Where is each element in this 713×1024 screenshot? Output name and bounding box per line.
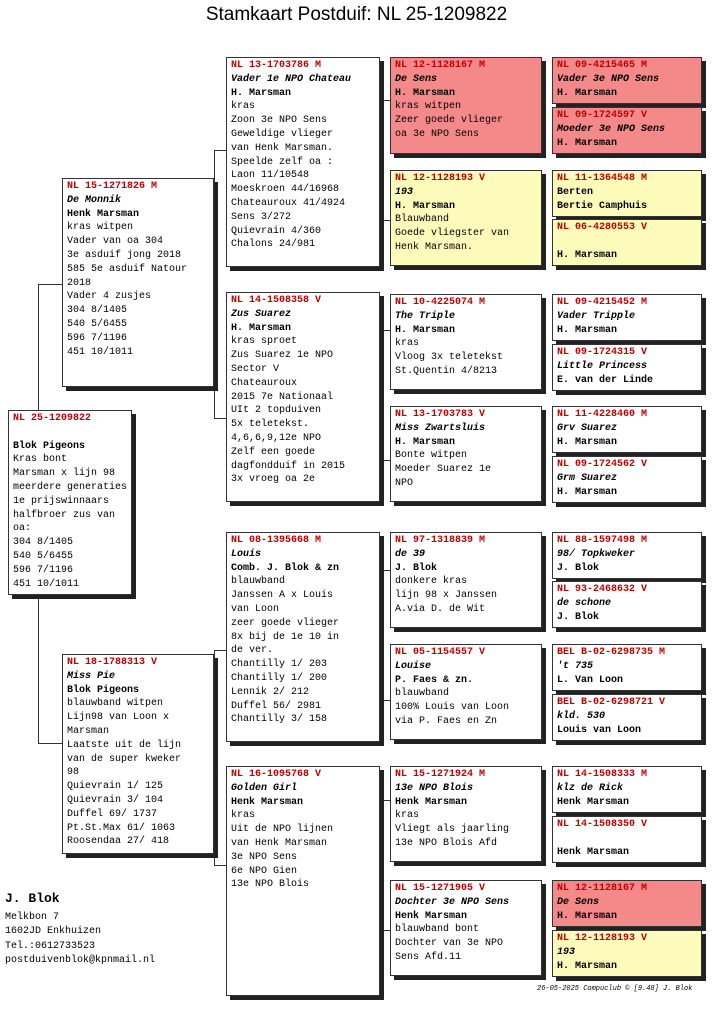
note: 100% Louis van Loon <box>395 702 510 714</box>
breeder: H. Marsman <box>557 137 618 149</box>
pigeon-name: Vader 3e NPO Sens <box>557 73 660 85</box>
ring-number: NL 14-1508350 V <box>557 819 648 830</box>
note: van Henk Marsman <box>231 837 328 849</box>
note: Chateauroux 41/4924 <box>231 197 346 209</box>
g5-card <box>552 406 702 453</box>
pigeon-name: 't 735 <box>557 660 594 672</box>
note: 5x teletekst. <box>231 419 310 431</box>
g5-card <box>552 532 702 579</box>
breeder: H. Marsman <box>231 322 292 334</box>
note: Janssen A x Louis <box>231 590 334 602</box>
ring-number: NL 12-1128167 M <box>395 60 486 71</box>
breeder: H. Marsman <box>557 910 618 922</box>
breeder: Henk Marsman <box>557 796 630 808</box>
note: Speelde zelf oa : <box>231 156 334 168</box>
note: 8x bij de 1e 10 in <box>231 631 340 643</box>
pigeon-name: Dochter 3e NPO Sens <box>395 896 510 908</box>
note: Sens 3/272 <box>231 211 292 223</box>
pigeon-name: Zus Suarez <box>231 308 292 320</box>
g5-card <box>552 170 702 217</box>
g5-card <box>552 57 702 104</box>
note: A.via D. de Wit <box>395 603 486 615</box>
breeder: J. Blok <box>395 562 438 574</box>
note: Quievrain 1/ 125 <box>67 781 164 793</box>
g5-card <box>552 294 702 341</box>
note: 3x vroeg oa 2e <box>231 474 316 486</box>
mother-card <box>62 654 214 854</box>
note: dagfondduif in 2015 <box>231 460 346 472</box>
note: Duffel 56/ 2981 <box>231 700 322 712</box>
pigeon-name: De Sens <box>395 73 438 85</box>
ggp-card-mmf <box>390 766 542 862</box>
note: Uit de NPO lijnen <box>231 824 334 836</box>
ring-number: NL 97-1318839 M <box>395 535 486 546</box>
note: oa: <box>13 523 32 535</box>
note: Zeer goede vlieger <box>395 115 504 127</box>
note: donkere kras <box>395 576 468 588</box>
note: Chantilly 1/ 200 <box>231 672 328 684</box>
note: 540 5/6455 <box>67 318 128 330</box>
note: kras <box>395 338 420 350</box>
pigeon-name: De Sens <box>557 896 600 908</box>
ring-number: NL 15-1271924 M <box>395 769 486 780</box>
ring-number: NL 09-1724562 V <box>557 459 648 470</box>
ring-number: NL 14-1508358 V <box>231 295 322 306</box>
note: 13e NPO Blois Afd <box>395 837 498 849</box>
pigeon-name: De Monnik <box>67 194 122 206</box>
pigeon-name: kld. 530 <box>557 710 606 722</box>
pigeon-name: 98/ Topkweker <box>557 548 636 560</box>
breeder: Henk Marsman <box>231 796 304 808</box>
owner-email: postduivenblok@kpnmail.nl <box>5 955 156 966</box>
note: 2018 <box>67 277 92 289</box>
note: Pt.St.Max 61/ 1063 <box>67 822 176 834</box>
ring-number: NL 12-1128167 M <box>557 883 648 894</box>
pigeon-name: 13e NPO Blois <box>395 782 474 794</box>
breeder: E. van der Linde <box>557 374 654 386</box>
grandfather-maternal-card <box>226 532 380 742</box>
breeder: Henk Marsman <box>67 208 140 220</box>
note: 1e prijswinnaars <box>13 495 110 507</box>
ring-number: NL 10-4225074 M <box>395 297 486 308</box>
pigeon-name <box>557 832 697 846</box>
pigeon-name: Little Princess <box>557 360 648 372</box>
breeder: Blok Pigeons <box>67 684 140 696</box>
note: halfbroer zus van <box>13 509 116 521</box>
g5-card <box>552 456 702 503</box>
note: van de super kweker <box>67 753 182 765</box>
note: kras <box>231 810 256 822</box>
breeder: H. Marsman <box>557 486 618 498</box>
ring-number: NL 08-1395668 M <box>231 535 322 546</box>
note: 596 7/1196 <box>13 564 74 576</box>
note: kras witpen <box>395 101 462 113</box>
ring-number: NL 13-1703786 M <box>231 60 322 71</box>
pigeon-name <box>557 235 697 249</box>
breeder: Blok Pigeons <box>13 440 86 452</box>
ring-number: NL 18-1788313 V <box>67 657 158 668</box>
g5-card <box>552 344 702 391</box>
pigeon-name: 193 <box>395 186 414 198</box>
note: 3e NPO Sens <box>231 851 298 863</box>
breeder: H. Marsman <box>557 960 618 972</box>
note: Roosendaa 27/ 418 <box>67 836 170 848</box>
breeder-extra: Bertie Camphuis <box>557 200 648 212</box>
pigeon-name: Miss Pie <box>67 670 116 682</box>
pigeon-name: klz de Rick <box>557 782 624 794</box>
ggp-card-mfm <box>390 644 542 740</box>
breeder: Berten <box>557 186 594 198</box>
note: blauwband witpen <box>67 698 164 710</box>
g5-card <box>552 581 702 628</box>
ring-number: NL 15-1271826 M <box>67 181 158 192</box>
note: Duffel 69/ 1737 <box>67 808 158 820</box>
note: de ver. <box>231 645 274 657</box>
g5-card <box>552 766 702 813</box>
note: Lennik 2/ 212 <box>231 686 310 698</box>
note: Chalons 24/981 <box>231 239 316 251</box>
note: 98 <box>67 767 80 779</box>
note: kras witpen <box>67 222 134 234</box>
pigeon-name: Vader 1e NPO Chateau <box>231 73 352 85</box>
grandfather-paternal-card <box>226 57 380 267</box>
ring-number: NL 13-1703783 V <box>395 409 486 420</box>
note: 596 7/1196 <box>67 332 128 344</box>
note: lijn 98 x Janssen <box>395 590 498 602</box>
note: Dochter van 3e NPO <box>395 938 504 950</box>
note: Lijn98 van Loon x <box>67 712 170 724</box>
owner-address: Melkbon 7 <box>5 911 60 923</box>
breeder: Louis van Loon <box>557 724 642 736</box>
note: 451 10/1011 <box>67 346 134 358</box>
note: 304 8/1405 <box>67 305 128 317</box>
owner-info <box>5 892 155 969</box>
breeder: H. Marsman <box>395 436 456 448</box>
ring-number: NL 11-1364548 M <box>557 173 648 184</box>
breeder: J. Blok <box>557 562 600 574</box>
breeder: H. Marsman <box>395 200 456 212</box>
note: Blauwband <box>395 214 450 226</box>
note: NPO <box>395 477 414 489</box>
pigeon-name: Grm Suarez <box>557 472 618 484</box>
page-title: Stamkaart Postduif: NL 25-1209822 <box>205 4 508 25</box>
ring-number: NL 11-4228460 M <box>557 409 648 420</box>
note: Sector V <box>231 363 280 375</box>
g5-card <box>552 107 702 154</box>
note: Zus Suarez 1e NPO <box>231 350 334 362</box>
note: Geweldige vlieger <box>231 128 334 140</box>
note: Sens Afd.11 <box>395 951 462 963</box>
breeder: H. Marsman <box>231 87 292 99</box>
note: Chantilly 1/ 203 <box>231 659 328 671</box>
pigeon-name: 193 <box>557 946 576 958</box>
note: Vloog 3x teletekst <box>395 352 504 364</box>
pigeon-name: Vader Tripple <box>557 310 636 322</box>
pigeon-name <box>13 426 127 440</box>
breeder: Henk Marsman <box>557 846 630 858</box>
note: Quievrain 3/ 104 <box>67 794 164 806</box>
note: Moeder Suarez 1e <box>395 464 492 476</box>
pigeon-name: de 39 <box>395 548 426 560</box>
note: 3e asduif jong 2018 <box>67 249 182 261</box>
note: 6e NPO Gien <box>231 865 298 877</box>
ring-number: NL 12-1128193 V <box>557 933 648 944</box>
grandmother-maternal-card <box>226 766 380 996</box>
g5-card <box>552 816 702 863</box>
father-card <box>62 178 214 387</box>
ring-number: NL 09-4215452 M <box>557 297 648 308</box>
ring-number: NL 93-2468632 V <box>557 584 648 595</box>
ring-number: NL 05-1154557 V <box>395 647 486 658</box>
breeder: H. Marsman <box>557 87 618 99</box>
breeder: Henk Marsman <box>395 796 468 808</box>
breeder: J. Blok <box>557 611 600 623</box>
g5-card <box>552 644 702 691</box>
note: kras <box>231 101 256 113</box>
note: Vader van oa 304 <box>67 236 164 248</box>
ring-number: NL 88-1597498 M <box>557 535 648 546</box>
pigeon-name: Louis <box>231 548 262 560</box>
note: Marsman x lijn 98 <box>13 468 116 480</box>
breeder: L. Van Loon <box>557 674 624 686</box>
note: via P. Faes en Zn <box>395 715 498 727</box>
note: van Henk Marsman. <box>231 142 334 154</box>
note: Bonte witpen <box>395 450 468 462</box>
note: Laatste uit de lijn <box>67 739 182 751</box>
note: 585 5e asduif Natour <box>67 263 188 275</box>
ring-number: NL 09-4215465 M <box>557 60 648 71</box>
breeder: Comb. J. Blok & zn <box>231 562 340 574</box>
ring-number: NL 09-1724597 V <box>557 110 648 121</box>
note: Kras bont <box>13 454 68 466</box>
note: Zoon 3e NPO Sens <box>231 115 328 127</box>
note: zeer goede vlieger <box>231 617 340 629</box>
ggp-card-ffm <box>390 170 542 266</box>
breeder: Henk Marsman <box>395 910 468 922</box>
ring-number: NL 06-4280553 V <box>557 222 648 233</box>
note: Zelf een goede <box>231 446 316 458</box>
note: 2015 7e Nationaal <box>231 391 334 403</box>
note: Chateauroux <box>231 377 298 389</box>
ggp-card-fmm <box>390 406 542 502</box>
breeder: H. Marsman <box>557 324 618 336</box>
ggp-card-mmm <box>390 880 542 976</box>
breeder: H. Marsman <box>395 87 456 99</box>
subject-card <box>8 410 132 595</box>
ggp-card-fmf <box>390 294 542 390</box>
note: 4,6,6,9,12e NPO <box>231 432 322 444</box>
note: blauwband <box>395 688 450 700</box>
pigeon-name: Miss Zwartsluis <box>395 422 486 434</box>
breeder: H. Marsman <box>557 249 618 261</box>
owner-city: 1602JD Enkhuizen <box>5 926 102 937</box>
note: kras <box>395 810 420 822</box>
note: meerdere generaties <box>13 481 128 493</box>
note: 451 10/1011 <box>13 578 80 590</box>
grandmother-paternal-card <box>226 292 380 502</box>
pigeon-name: Moeder 3e NPO Sens <box>557 123 666 135</box>
note: blauwband <box>231 576 286 588</box>
owner-name: J. Blok <box>5 891 60 906</box>
note: Chantilly 3/ 158 <box>231 714 328 726</box>
footer-credit: 26-05-2025 Compuclub © [9.48] J. Blok <box>537 985 693 993</box>
note: kras sproet <box>231 336 298 348</box>
g5-card <box>552 930 702 977</box>
note: oa 3e NPO Sens <box>395 128 480 140</box>
note: Laon 11/10548 <box>231 170 310 182</box>
ring-number: NL 14-1508333 M <box>557 769 648 780</box>
ggp-card-fff <box>390 57 542 154</box>
note: St.Quentin 4/8213 <box>395 365 498 377</box>
ring-number: NL 15-1271905 V <box>395 883 486 894</box>
ggp-card-mff <box>390 532 542 628</box>
ring-number: NL 09-1724315 V <box>557 347 648 358</box>
breeder: H. Marsman <box>557 436 618 448</box>
pigeon-name: Grv Suarez <box>557 422 618 434</box>
note: Marsman <box>67 725 110 737</box>
g5-card <box>552 219 702 266</box>
ring-number: NL 12-1128193 V <box>395 173 486 184</box>
note: blauwband bont <box>395 924 480 936</box>
g5-card <box>552 880 702 927</box>
note: 540 5/6455 <box>13 550 74 562</box>
note: Vader 4 zusjes <box>67 291 152 303</box>
ring-number: NL 16-1095768 V <box>231 769 322 780</box>
breeder: H. Marsman <box>395 324 456 336</box>
ring-number: NL 25-1209822 <box>13 413 92 424</box>
ring-number: BEL B-02-6298735 M <box>557 647 666 658</box>
note: Quievrain 4/360 <box>231 225 322 237</box>
pigeon-name: The Triple <box>395 310 456 322</box>
pigeon-name: de schone <box>557 597 612 609</box>
note: 13e NPO Blois <box>231 879 310 891</box>
pigeon-name: Louise <box>395 660 432 672</box>
owner-phone: Tel.:0612733523 <box>5 940 96 952</box>
ring-number: BEL B-02-6298721 V <box>557 697 666 708</box>
g5-card <box>552 694 702 741</box>
note: Henk Marsman. <box>395 241 474 253</box>
pigeon-name: Golden Girl <box>231 782 298 794</box>
note: 304 8/1405 <box>13 537 74 549</box>
note: van Loon <box>231 603 280 615</box>
breeder: P. Faes & zn. <box>395 674 474 686</box>
note: UIt 2 topduiven <box>231 405 322 417</box>
note: Vliegt als jaarling <box>395 824 510 836</box>
note: Moeskroen 44/16968 <box>231 184 340 196</box>
note: Goede vliegster van <box>395 228 510 240</box>
